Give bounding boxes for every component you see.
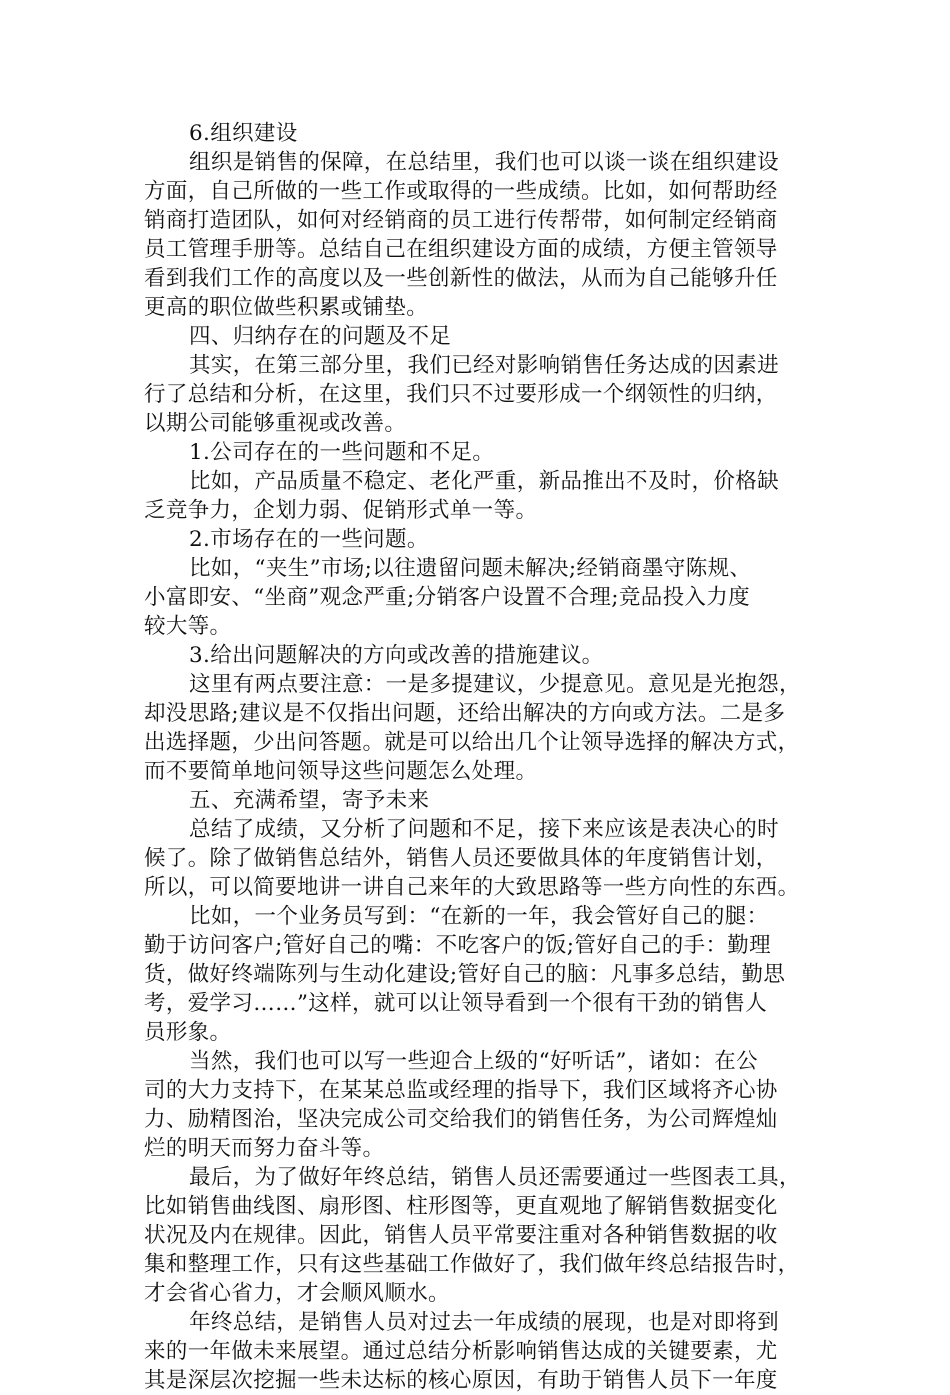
paragraph-line: 状况及内在规律。因此，销售人员平常要注重对各种销售数据的收 <box>144 1223 778 1248</box>
paragraph-first-line: 组织是销售的保障，在总结里，我们也可以谈一谈在组织建设 <box>189 150 779 175</box>
paragraph-first-line: 当然，我们也可以写一些迎合上级的“好听话”，诸如：在公 <box>189 1049 758 1074</box>
paragraph-line: 以期公司能够重视或改善。 <box>144 411 407 436</box>
paragraph-line: 较大等。 <box>144 614 232 639</box>
paragraph-first-line: 比如，产品质量不稳定、老化严重，新品推出不及时，价格缺 <box>189 469 779 494</box>
paragraph-line: 来的一年做未来展望。通过总结分析影响销售达成的关键要素，尤 <box>144 1339 778 1364</box>
paragraph-line: 而不要简单地问领导这些问题怎么处理。 <box>144 759 538 784</box>
paragraph-first-line: 年终总结，是销售人员对过去一年成绩的展现，也是对即将到 <box>189 1310 779 1335</box>
paragraph-first-line: 总结了成绩，又分析了问题和不足，接下来应该是表决心的时 <box>189 817 779 842</box>
paragraph-first-line: 6.组织建设 <box>189 121 298 146</box>
paragraph-first-line: 比如，一个业务员写到：“在新的一年，我会管好自己的腿： <box>189 904 769 929</box>
paragraph-line: 行了总结和分析，在这里，我们只不过要形成一个纲领性的归纳， <box>144 382 778 407</box>
paragraph-line: 却没思路;建议是不仅指出问题，还给出解决的方向或方法。二是多 <box>144 701 786 726</box>
paragraph-line: 货，做好终端陈列与生动化建设;管好自己的脑：凡事多总结，勤思 <box>144 962 786 987</box>
paragraph-line: 勤于访问客户;管好自己的嘴：不吃客户的饭;管好自己的手：勤理 <box>144 933 771 958</box>
paragraph-line: 才会省心省力，才会顺风顺水。 <box>144 1281 450 1306</box>
paragraph-first-line: 五、充满希望，寄予未来 <box>189 788 430 813</box>
paragraph-first-line: 最后，为了做好年终总结，销售人员还需要通过一些图表工具， <box>189 1165 801 1190</box>
paragraph-first-line: 其实，在第三部分里，我们已经对影响销售任务达成的因素进 <box>189 353 779 378</box>
paragraph-line: 员形象。 <box>144 1020 232 1045</box>
paragraph-line: 集和整理工作，只有这些基础工作做好了，我们做年终总结报告时， <box>144 1252 800 1277</box>
paragraph-line: 更高的职位做些积累或铺垫。 <box>144 295 429 320</box>
paragraph-line: 小富即安、“坐商”观念严重;分销客户设置不合理;竞品投入力度 <box>144 585 750 610</box>
paragraph-line: 考，爱学习……”这样，就可以让领导看到一个很有干劲的销售人 <box>144 991 768 1016</box>
paragraph-line: 其是深层次挖掘一些未达标的核心原因，有助于销售人员下一年度 <box>144 1368 778 1393</box>
paragraph-line: 方面，自己所做的一些工作或取得的一些成绩。比如，如何帮助经 <box>144 179 778 204</box>
paragraph-first-line: 1.公司存在的一些问题和不足。 <box>189 440 495 465</box>
paragraph-line: 比如销售曲线图、扇形图、柱形图等，更直观地了解销售数据变化 <box>144 1194 778 1219</box>
paragraph-line: 所以，可以简要地讲一讲自己来年的大致思路等一些方向性的东西。 <box>144 875 800 900</box>
paragraph-first-line: 2.市场存在的一些问题。 <box>189 527 429 552</box>
paragraph-line: 看到我们工作的高度以及一些创新性的做法，从而为自己能够升任 <box>144 266 778 291</box>
paragraph-line: 烂的明天而努力奋斗等。 <box>144 1136 385 1161</box>
paragraph-first-line: 这里有两点要注意：一是多提建议，少提意见。意见是光抱怨， <box>189 672 801 697</box>
paragraph-line: 候了。除了做销售总结外，销售人员还要做具体的年度销售计划， <box>144 846 778 871</box>
paragraph-line: 出选择题，少出问答题。就是可以给出几个让领导选择的解决方式， <box>144 730 800 755</box>
document-body <box>144 119 812 1395</box>
paragraph-first-line: 3.给出问题解决的方向或改善的措施建议。 <box>189 643 604 668</box>
paragraph-first-line: 比如，“夹生”市场;以往遗留问题未解决;经销商墨守陈规、 <box>189 556 752 581</box>
paragraph-line: 销商打造团队，如何对经销商的员工进行传帮带，如何制定经销商 <box>144 208 778 233</box>
paragraph-line: 乏竞争力，企划力弱、促销形式单一等。 <box>144 498 538 523</box>
paragraph-line: 员工管理手册等。总结自己在组织建设方面的成绩，方便主管领导 <box>144 237 778 262</box>
paragraph-line: 司的大力支持下，在某某总监或经理的指导下，我们区域将齐心协 <box>144 1078 778 1103</box>
paragraph-line: 力、励精图治，坚决完成公司交给我们的销售任务，为公司辉煌灿 <box>144 1107 778 1132</box>
paragraph-first-line: 四、归纳存在的问题及不足 <box>189 324 452 349</box>
